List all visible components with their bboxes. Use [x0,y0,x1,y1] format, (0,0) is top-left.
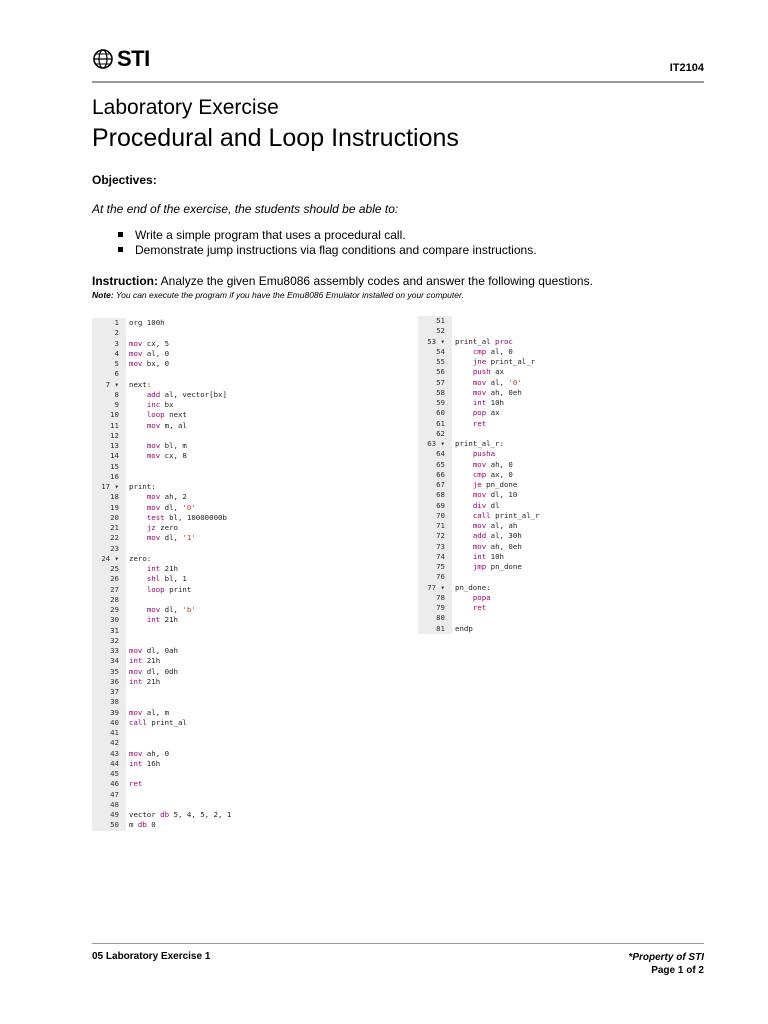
code-right-line [418,316,568,326]
code-text: m db 0 [129,820,156,830]
line-number: 77 ▾ [418,583,452,593]
code-text [126,738,129,748]
line-number: 66 [418,470,452,480]
code-left-line [92,554,267,564]
code-left-line [92,749,267,759]
code-right-line [418,562,568,572]
objectives-intro: At the end of the exercise, the students should be able to: [92,202,399,216]
code-text: shl bl, 1 [146,574,187,584]
line-number: 13 [92,441,126,451]
code-left-line [92,492,267,502]
line-number: 55 [418,357,452,367]
code-text [126,369,129,379]
code-left-line [92,390,267,400]
code-text: mov ah, 2 [146,492,187,502]
line-number: 69 [418,501,452,511]
code-right-line [418,542,568,552]
code-text: push ax [472,367,504,377]
code-left-line [92,431,267,441]
line-number: 9 [92,400,126,410]
code-left-line [92,687,267,697]
line-number: 25 [92,564,126,574]
code-text: ret [472,603,487,612]
code-text [126,800,129,810]
line-number: 44 [92,759,126,769]
line-number: 19 [92,503,126,513]
code-left-line [92,605,267,615]
code-text [126,595,129,605]
line-number: 53 ▾ [418,337,452,347]
code-text: int 21h [146,615,178,625]
line-number: 35 [92,667,126,677]
line-number: 70 [418,511,452,521]
line-number: 27 [92,585,126,595]
line-number: 78 [418,593,452,603]
code-right-line [418,337,568,347]
code-text: inc bx [146,400,174,409]
code-left-line [92,800,267,810]
line-number: 24 ▾ [92,554,126,564]
code-text: call print_al [129,717,187,727]
line-number: 68 [418,490,452,500]
code-left-line [92,646,267,656]
code-left-line [92,790,267,800]
code-left-line [92,369,267,379]
objectives-list [118,228,537,258]
code-text: int 16h [129,758,161,768]
code-text: next: [129,379,152,389]
code-text: mov al, 0 [129,348,170,358]
code-left-line [92,636,267,646]
code-right-line [418,398,568,408]
code-left-line [92,482,267,492]
code-listing-left [92,318,267,831]
line-number: 16 [92,472,126,482]
line-number: 50 [92,820,126,830]
header-divider [92,81,704,83]
line-number: 43 [92,749,126,759]
code-right-line [418,367,568,377]
code-text: print: [129,482,156,491]
code-left-line [92,472,267,482]
code-text: mov ah, 0 [472,459,513,469]
code-right-line [418,347,568,357]
line-number: 52 [418,326,452,336]
line-number: 74 [418,552,452,562]
code-text: print_al_r: [455,439,504,448]
code-text [126,472,129,482]
code-text: endp [455,623,473,633]
code-text: mov bx, 0 [129,359,170,368]
line-number: 12 [92,431,126,441]
code-text: mov dl, 0dh [129,666,178,676]
line-number: 73 [418,542,452,552]
code-left-line [92,349,267,359]
code-left-line [92,708,267,718]
code-text: int 21h [146,564,178,573]
code-text: zero: [129,553,152,563]
property-notice: *Property of STI [628,952,704,963]
code-left-line [92,626,267,636]
line-number: 48 [92,800,126,810]
code-left-line [92,523,267,533]
line-number: 6 [92,369,126,379]
code-text: mov ah, 0 [129,748,170,758]
code-text [452,316,455,326]
code-left-line [92,410,267,420]
code-right-line [418,419,568,429]
code-right-line [418,552,568,562]
code-text: jmp pn_done [472,562,522,571]
code-left-line [92,441,267,451]
code-text: loop next [146,410,187,420]
code-left-line [92,738,267,748]
line-number: 5 [92,359,126,369]
code-text: mov dl, '0' [146,502,196,512]
line-number: 28 [92,595,126,605]
code-right-line [418,378,568,388]
code-right-line [418,439,568,449]
code-left-line [92,318,267,328]
bullet-icon [118,232,123,237]
code-text: pusha [472,449,496,459]
code-right-line [418,501,568,511]
code-text: mov dl, 0ah [129,646,178,655]
line-number: 17 ▾ [92,482,126,492]
code-text: mov al, ah [472,521,518,530]
page-number: Page 1 of 2 [651,965,704,976]
code-text: int 21h [129,676,161,686]
line-number: 32 [92,636,126,646]
code-text [126,328,129,338]
code-text: add al, 30h [472,531,522,541]
code-text [452,326,455,336]
code-right-line [418,388,568,398]
code-text: call print_al_r [472,510,540,520]
line-number: 64 [418,449,452,459]
code-text [126,769,129,779]
objectives-heading: Objectives: [92,173,157,187]
code-left-line [92,656,267,666]
line-number: 59 [418,398,452,408]
footer-divider [92,943,704,944]
code-left-line [92,728,267,738]
code-text: ret [472,418,487,428]
code-right-line [418,531,568,541]
code-text: jne print_al_r [472,357,536,366]
code-right-line [418,449,568,459]
note-label: Note: [92,290,114,300]
code-right-line [418,603,568,613]
code-text: mov cx, 8 [146,451,187,461]
line-number: 71 [418,521,452,531]
line-number: 42 [92,738,126,748]
line-number: 7 ▾ [92,380,126,390]
line-number: 51 [418,316,452,326]
code-right-line [418,572,568,582]
code-text: cmp al, 0 [472,346,513,356]
course-code: IT2104 [669,62,704,74]
line-number: 37 [92,687,126,697]
code-text [126,544,129,554]
lab-title: Laboratory Exercise [92,96,279,119]
footer-title: 05 Laboratory Exercise 1 [92,951,211,962]
code-text [126,790,129,800]
code-left-line [92,759,267,769]
code-right-line [418,593,568,603]
code-text: cmp ax, 0 [472,469,513,479]
code-left-line [92,574,267,584]
code-left-line [92,697,267,707]
code-left-line [92,585,267,595]
line-number: 60 [418,408,452,418]
code-left-line [92,451,267,461]
code-text [126,462,129,472]
line-number: 14 [92,451,126,461]
code-text: jz zero [146,523,178,532]
code-left-line [92,718,267,728]
code-text [126,431,129,441]
line-number: 26 [92,574,126,584]
note-line [92,290,464,300]
code-left-line [92,615,267,625]
instruction-line [92,274,593,288]
code-left-line [92,820,267,830]
line-number: 10 [92,410,126,420]
line-number: 31 [92,626,126,636]
code-text: int 10h [472,398,504,407]
line-number: 1 [92,318,126,328]
line-number: 22 [92,533,126,543]
line-number: 38 [92,697,126,707]
code-text [126,636,129,646]
code-text [126,626,129,636]
line-number: 2 [92,328,126,338]
code-text: mov m, al [146,420,187,430]
code-text: org 100h [129,318,165,327]
line-number: 40 [92,718,126,728]
code-left-line [92,769,267,779]
code-left-line [92,503,267,513]
line-number: 76 [418,572,452,582]
objective-item: Write a simple program that uses a procedural call. [118,228,537,243]
code-text: int 10h [472,551,504,561]
note-text: You can execute the program if you have the Emu8086 Emulator installed on your computer. [113,290,464,300]
code-left-line [92,544,267,554]
line-number: 65 [418,460,452,470]
line-number: 61 [418,419,452,429]
code-text: div dl [472,500,500,510]
code-left-line [92,595,267,605]
line-number: 57 [418,378,452,388]
line-number: 49 [92,810,126,820]
code-left-line [92,677,267,687]
code-text: mov dl, 10 [472,490,518,500]
code-text: add al, vector[bx] [146,389,227,399]
code-left-line [92,667,267,677]
code-left-line [92,533,267,543]
code-right-line [418,613,568,623]
code-left-line [92,462,267,472]
line-number: 41 [92,728,126,738]
code-text [452,613,455,623]
code-left-line [92,339,267,349]
logo-text: STI [117,46,150,71]
page-header [92,46,704,80]
line-number: 4 [92,349,126,359]
line-number: 62 [418,429,452,439]
code-right-line [418,326,568,336]
line-number: 30 [92,615,126,625]
code-text [126,697,129,707]
code-text: vector db 5, 4, 5, 2, 1 [129,810,232,819]
code-left-line [92,564,267,574]
code-right-line [418,357,568,367]
line-number: 63 ▾ [418,439,452,449]
code-text: ret [129,779,143,789]
sti-logo [92,46,150,72]
code-left-line [92,380,267,390]
line-number: 39 [92,708,126,718]
line-number: 21 [92,523,126,533]
code-right-line [418,480,568,490]
code-text: mov cx, 5 [129,338,170,348]
code-text: mov dl, 'b' [146,605,196,614]
code-right-line [418,511,568,521]
code-right-line [418,490,568,500]
code-text [452,429,455,439]
code-text: mov ah, 0eh [472,387,522,397]
code-text: mov bl, m [146,441,187,450]
code-right-line [418,624,568,634]
line-number: 23 [92,544,126,554]
code-text [126,728,129,738]
footer-right [628,951,704,977]
line-number: 33 [92,646,126,656]
line-number: 46 [92,779,126,789]
line-number: 72 [418,531,452,541]
code-left-line [92,400,267,410]
instruction-label: Instruction: [92,274,158,288]
instruction-text: Analyze the given Emu8086 assembly codes and answer the following questions. [158,274,593,288]
code-text: popa [472,592,491,602]
code-left-line [92,328,267,338]
code-left-line [92,421,267,431]
code-text: loop print [146,584,192,594]
line-number: 47 [92,790,126,800]
code-listing-right [418,316,568,634]
line-number: 20 [92,513,126,523]
code-text: print_al proc [455,336,513,346]
line-number: 79 [418,603,452,613]
line-number: 3 [92,339,126,349]
code-left-line [92,513,267,523]
code-left-line [92,779,267,789]
line-number: 67 [418,480,452,490]
line-number: 11 [92,421,126,431]
line-number: 58 [418,388,452,398]
code-text: mov dl, '1' [146,533,196,543]
code-text: test bl, 10000000b [146,512,227,522]
code-text: pop ax [472,408,500,418]
line-number: 34 [92,656,126,666]
code-text: mov al, '0' [472,377,522,387]
code-text: mov ah, 0eh [472,541,522,551]
line-number: 29 [92,605,126,615]
objective-item: Demonstrate jump instructions via flag conditions and compare instructions. [118,243,537,258]
code-text: mov al, m [129,707,170,717]
line-number: 15 [92,462,126,472]
code-right-line [418,521,568,531]
code-right-line [418,429,568,439]
code-text [452,572,455,582]
line-number: 81 [418,624,452,634]
code-text: je pn_done [472,480,518,489]
line-number: 56 [418,367,452,377]
bullet-icon [118,247,123,252]
main-title: Procedural and Loop Instructions [92,124,459,152]
line-number: 54 [418,347,452,357]
line-number: 8 [92,390,126,400]
line-number: 80 [418,613,452,623]
globe-icon [92,48,114,70]
code-right-line [418,408,568,418]
code-text [126,687,129,697]
code-right-line [418,460,568,470]
code-text: pn_done: [455,582,491,592]
code-text: int 21h [129,656,161,666]
line-number: 45 [92,769,126,779]
code-left-line [92,359,267,369]
code-right-line [418,470,568,480]
code-left-line [92,810,267,820]
code-right-line [418,583,568,593]
line-number: 36 [92,677,126,687]
line-number: 18 [92,492,126,502]
line-number: 75 [418,562,452,572]
